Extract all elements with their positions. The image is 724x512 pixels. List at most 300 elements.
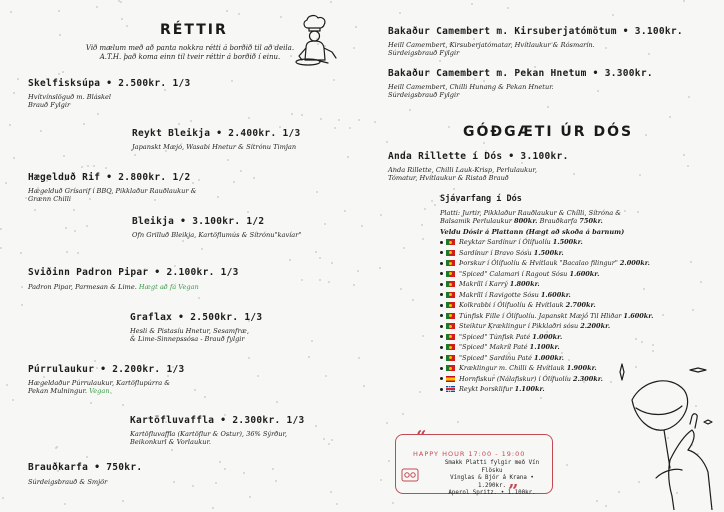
paper-speck [59,34,61,36]
dish-desc [28,478,142,486]
tin-name: Makríll í Karrý [459,280,510,289]
portugal-flag-icon [446,281,455,287]
paper-speck [323,438,325,440]
paper-speck [289,259,291,261]
paper-speck [353,284,355,286]
choose-tins-note: Veldu Dósir á Plattann (Hægt að skoða á barnum) [440,228,625,236]
paper-speck [248,117,250,119]
bullet-icon [440,388,443,391]
portugal-flag-icon [446,355,455,361]
paper-speck [434,204,436,206]
paper-speck [21,286,23,288]
paper-speck [388,460,390,462]
wine-tray-icon [400,465,420,485]
dish-name: Reykt Bleikja • 2.400kr. 1/3 [132,128,301,139]
platti-line: Platti: Jurtir, Pikklaður Rauðlaukur & Chilli, Sítróna & [440,209,622,217]
menu-item-bleikja [132,216,301,239]
desc-line: Anda Rillette, Chilli Lauk-Krisp, Perlulaukur, [388,166,537,174]
paper-speck [483,142,485,144]
paper-speck [94,360,96,362]
paper-speck [63,155,65,157]
menu-item-anda-rillette [388,151,569,182]
dish-name: Sviðinn Padron Pipar • 2.100kr. 1/3 [28,267,239,278]
paper-speck [540,397,542,399]
portugal-flag-icon [446,239,455,245]
paper-speck [386,422,388,424]
paper-speck [334,127,336,129]
paper-speck [34,209,36,211]
paper-speck [40,130,42,132]
bullet-icon [440,367,443,370]
desc-line: Brauð Fylgir [28,101,71,109]
paper-speck [669,116,671,118]
paper-speck [687,165,689,167]
portugal-flag-icon [446,344,455,350]
menu-item-skelfisksupa [28,78,191,109]
paper-speck [431,200,433,202]
tin-name: Kræklingur m. Chilli & Hvítlauk [459,364,567,373]
paper-speck [2,497,4,499]
paper-speck [190,120,192,122]
dish-name: Púrrulaukur • 2.200kr. 1/3 [28,364,185,375]
paper-speck [10,11,12,13]
tin-price: 1.000kr. [533,353,564,362]
platti-text: Balsamik Perlulaukur [440,217,514,225]
menu-item-graflax [130,312,262,343]
tin-name: Þorskur í Ólífuolíu & Hvítlauk "Bacalao filingur" [459,259,620,268]
vegan-note: Vegan [89,387,110,395]
paper-speck [198,297,200,299]
paper-speck [419,391,421,393]
tin-price: 1.800kr. [509,280,540,289]
tin-name: Reykt Þorsklifur [459,385,515,394]
paper-speck [253,177,255,179]
menu-item-braudkarfa [28,462,142,486]
tin-name: Makríll í Ravigotte Sósu [459,290,541,299]
menu-item-padron-pipar [28,267,239,291]
portugal-flag-icon [446,313,455,319]
paper-speck [120,1,122,3]
platti-text: Brauðkarfa [537,217,580,225]
paper-speck [688,96,690,98]
desc-line: Heill Camembert, Chilli Hunang & Pekan Hnetur. [388,83,554,91]
paper-speck [399,12,401,14]
paper-speck [320,118,322,120]
portugal-flag-icon [446,250,455,256]
dish-desc [132,143,301,151]
menu-item-kartofluvaffla [130,415,305,446]
bullet-icon [440,251,443,254]
paper-speck [219,461,221,463]
paper-speck [0,228,2,230]
bullet-icon [440,262,443,265]
menu-item-purrulaukur [28,364,185,395]
happy-hour-title: HAPPY HOUR 17:00 - 19:00 [413,450,526,458]
happy-hour-text [438,460,546,502]
paper-speck [392,502,394,504]
tin-name: Hornfiskur (Nálafiskur) í Ólífuolíu [459,374,573,383]
paper-speck [424,208,426,210]
paper-speck [55,447,57,449]
paper-speck [97,113,99,115]
desc-line: Súrdeigsbrauð Fylgir [388,49,460,57]
platti-line [440,217,653,225]
portugal-flag-icon [446,323,455,329]
paper-speck [171,449,173,451]
paper-speck [402,413,404,415]
paper-speck [276,401,278,403]
paper-speck [0,247,2,249]
dish-desc [28,93,191,109]
tin-name: Sardínur í Bravo Sósu [459,248,534,257]
paper-speck [194,389,196,391]
bullet-icon [440,377,443,380]
paper-speck [248,357,250,359]
paper-speck [13,157,15,159]
paper-speck [330,491,332,493]
paper-speck [315,425,317,427]
tin-item [440,269,653,280]
dish-desc [28,283,239,291]
bullet-icon [440,325,443,328]
paper-speck [96,6,98,8]
paper-speck [90,402,92,404]
paper-speck [12,399,14,401]
paper-speck [448,126,450,128]
dish-desc [388,83,653,99]
paper-speck [224,468,226,470]
paper-speck [77,252,79,254]
paper-speck [338,119,340,121]
portugal-flag-icon [446,302,455,308]
dish-name: Skelfisksúpa • 2.500kr. 1/3 [28,78,191,89]
desc-line: Padron Pipar, Parmesan & Lime. [28,283,137,291]
paper-speck [73,209,75,211]
paper-speck [400,288,402,290]
tin-name: Túnfisk Fille í Ólífuolíu. Japanskt Mæjó Til Hliðar [459,311,624,320]
paper-speck [316,191,318,193]
intro-line-1: Við mælum með að panta nokkra rétti á borðið til að deila. [85,44,295,52]
paper-speck [331,439,333,441]
tin-price: 2.200kr. [580,322,611,331]
desc-text: Pekan Mulningur. [28,387,88,395]
godgaeti-heading: GÓÐGÆTI ÚR DÓS [463,124,634,140]
tin-price: 2.300kr. [572,374,603,383]
tin-name: Kolkrabbi í Ólífuolíu & Hvítlauk [459,301,566,310]
paper-speck [182,240,184,242]
paper-speck [683,154,685,156]
paper-speck [700,281,702,283]
dish-name: Anda Rillette í Dós • 3.100kr. [388,151,569,162]
dish-name: Bakaður Camembert m. Pekan Hnetum • 3.300kr. [388,68,653,79]
paper-speck [374,121,376,123]
paper-speck [247,211,249,213]
paper-speck [204,396,206,398]
tin-price: 1.900kr. [566,364,597,373]
paper-speck [93,165,95,167]
paper-speck [358,357,360,359]
paper-speck [386,141,388,143]
paper-speck [333,79,335,81]
paper-speck [215,482,217,484]
paper-speck [226,10,228,12]
paper-speck [403,247,405,249]
dish-name: Bleikja • 3.100kr. 1/2 [132,216,265,227]
paper-speck [349,127,351,129]
paper-speck [379,267,381,269]
platti-desc [440,209,653,225]
dish-desc [130,430,305,446]
paper-speck [198,179,200,181]
paper-speck [212,507,214,509]
dish-desc [388,41,683,57]
paper-speck [231,80,233,82]
sjavarfang-title: Sjávarfang í Dós [440,194,522,204]
paper-speck [17,78,19,80]
paper-speck [81,166,83,168]
paper-speck [421,224,423,226]
paper-speck [201,248,203,250]
tin-item [440,342,653,353]
paper-speck [358,119,360,121]
tin-name: "Spiced" Calamari í Ragout Sósu [459,269,570,278]
paper-speck [227,159,229,161]
desc-line: Súrdeigsbrauð Fylgir [388,91,460,99]
tin-item [440,300,653,311]
happy-hour-line: Smakk Platti fylgir með Vín Flösku [444,460,540,474]
paper-speck [291,113,293,115]
desc-line: Ofn Grilluð Bleikja, Kartöflumús & Sítrónu"kavíar" [132,231,302,239]
paper-speck [13,92,15,94]
paper-speck [86,456,88,458]
tin-name: "Spiced" Túnfisk Paté [459,332,533,341]
paper-speck [64,503,66,505]
dish-desc [388,166,569,182]
paper-speck [272,468,274,470]
paper-speck [357,270,359,272]
paper-speck [324,223,326,225]
paper-speck [328,443,330,445]
paper-speck [319,279,321,281]
paper-speck [58,73,60,75]
paper-speck [87,165,89,167]
paper-speck [596,500,598,502]
paper-speck [83,123,85,125]
paper-speck [240,170,242,172]
paper-speck [238,13,240,15]
paper-speck [134,154,136,156]
paper-speck [105,167,107,169]
menu-item-reykt-bleikja [132,128,301,151]
paper-speck [363,385,365,387]
paper-speck [347,156,349,158]
desc-line: Grænn Chilli [28,195,71,203]
paper-speck [243,472,245,474]
bullet-icon [440,293,443,296]
paper-speck [308,356,310,358]
portugal-flag-icon [446,260,455,266]
tin-item [440,321,653,332]
wine-glass-hand-illustration [612,360,720,510]
paper-speck [217,196,219,198]
paper-speck [331,262,333,264]
paper-speck [315,251,317,253]
paper-speck [344,210,346,212]
paper-speck [380,214,382,216]
dish-name: Hægelduð Rif • 2.800kr. 1/2 [28,172,191,183]
paper-speck [74,230,76,232]
paper-speck [280,16,282,18]
paper-speck [573,173,575,175]
desc-line: Heill Camembert, Kirsuberjatómatar, Hvítlaukur & Rósmarín. [388,41,595,49]
tin-price: 2.000kr. [619,259,650,268]
tin-item [440,279,653,290]
desc-line: Hesli & Pistasíu Hnetur, Sesamfræ, [130,327,249,335]
paper-speck [453,188,455,190]
tin-price: 1.000kr. [532,332,563,341]
paper-speck [122,404,124,406]
paper-speck [409,109,411,111]
bullet-icon [440,272,443,275]
desc-line: Beikonkurl & Vorlaukur. [130,438,211,446]
paper-speck [412,299,414,301]
dish-desc [130,327,262,343]
desc-line: Súrdeigsbrauð & Smjör [28,478,108,486]
tin-item [440,332,653,343]
braudkarfa-price: 750kr. [579,217,603,225]
bullet-icon [440,241,443,244]
tin-item [440,237,653,248]
paper-speck [645,134,647,136]
tin-price: 1.100kr. [514,385,545,394]
paper-speck [66,251,68,253]
paper-speck [301,279,303,281]
paper-speck [336,503,338,505]
bullet-icon [440,335,443,338]
desc-line: & Lime-Sinnepssósa - Brauð fylgir [130,335,245,343]
paper-speck [566,464,568,466]
paper-speck [361,225,363,227]
paper-speck [20,252,22,254]
vegan-note: Hægt að fá Vegan [138,283,199,291]
paper-speck [380,479,382,481]
bullet-icon [440,346,443,349]
dish-name: Brauðkarfa • 750kr. [28,462,143,473]
bullet-icon [440,314,443,317]
paper-speck [662,314,664,316]
paper-speck [301,114,303,116]
happy-hour-line: Aperol Spritz. • 1.100kr. [448,490,536,496]
tin-item [440,311,653,322]
portugal-flag-icon [446,334,455,340]
paper-speck [65,227,67,229]
tin-name: "Spiced" Makríl Paté [459,343,530,352]
dish-name: Bakaður Camembert m. Kirsuberjatómötum • 3.100kr. [388,26,683,37]
paper-speck [507,7,509,9]
close-quote-icon: ” [508,481,519,502]
paper-speck [325,375,327,377]
desc-line: Hægeldaður Púrrulaukur, Kartöflupúrra & [28,379,171,387]
bullet-icon [440,356,443,359]
paper-speck [192,485,194,487]
iceland-flag-icon [446,386,455,392]
paper-speck [178,123,180,125]
menu-item-camembert-kirsuber [388,26,683,57]
tin-price: 1.600kr. [569,269,600,278]
paper-speck [605,505,607,507]
tin-item [440,290,653,301]
paper-speck [353,47,355,49]
desc-line: Hægelduð Grísarif í BBQ, Pikklaður Rauðlaukur & [28,187,197,195]
paper-speck [121,18,123,20]
bullet-icon [440,283,443,286]
paper-speck [58,10,60,12]
tin-price: 1.600kr. [540,290,571,299]
paper-speck [683,0,685,2]
paper-speck [126,25,128,27]
tin-price: 1.500kr. [533,248,564,257]
desc-line: Tómatur, Hvítlaukur & Ristað Brauð [388,174,509,182]
paper-speck [275,480,277,482]
tin-name: Reyktar Sardínur í Ólífuolíu [459,238,553,247]
desc-line: Kartöfluvaffla (Kartöflur & Ostur), 36% Sýrður, [130,430,288,438]
paper-speck [328,281,330,283]
dish-name: Graflax • 2.500kr. 1/3 [130,312,263,323]
paper-speck [311,340,313,342]
paper-speck [257,375,259,377]
paper-speck [233,181,235,183]
paper-speck [471,3,473,5]
bullet-icon [440,304,443,307]
paper-speck [5,182,7,184]
paper-speck [330,1,332,3]
paper-speck [690,261,692,263]
open-quote-icon: “ [416,427,427,448]
menu-item-haegeldud-rif [28,172,196,203]
paper-speck [547,106,549,108]
paper-speck [422,335,424,337]
paper-speck [6,384,8,386]
happy-hour-box [395,427,553,502]
paper-speck [457,421,459,423]
paper-speck [319,257,321,259]
dish-desc [28,379,185,395]
portugal-flag-icon [446,292,455,298]
tin-item [440,248,653,259]
paper-speck [62,71,64,73]
paper-speck [122,500,124,502]
tin-price: 2.700kr. [565,301,596,310]
menu-item-camembert-pekan [388,68,653,99]
desc-line: Hvítvínslöguð m. Bláskel [28,93,112,101]
dish-desc [132,231,301,239]
happy-hour-line: Vínglas & Bjór á Krana • 1.290kr. [450,475,534,489]
paper-speck [9,124,11,126]
intro-line-2: A.T.H. það koma einn til tveir réttir á borðið í einu. [99,53,281,61]
paper-speck [692,309,694,311]
platti-price: 800kr. [513,217,538,225]
tin-price: 1.100kr. [529,343,560,352]
tin-item [440,258,653,269]
paper-speck [86,225,88,227]
paper-speck [355,26,357,28]
paper-speck [21,304,23,306]
tin-name: Steiktur Kræklingur í Pikklaðri sósu [459,322,581,331]
portugal-flag-icon [446,271,455,277]
spain-flag-icon [446,376,455,382]
paper-speck [612,14,614,16]
rettir-heading: RÉTTIR [160,22,228,38]
